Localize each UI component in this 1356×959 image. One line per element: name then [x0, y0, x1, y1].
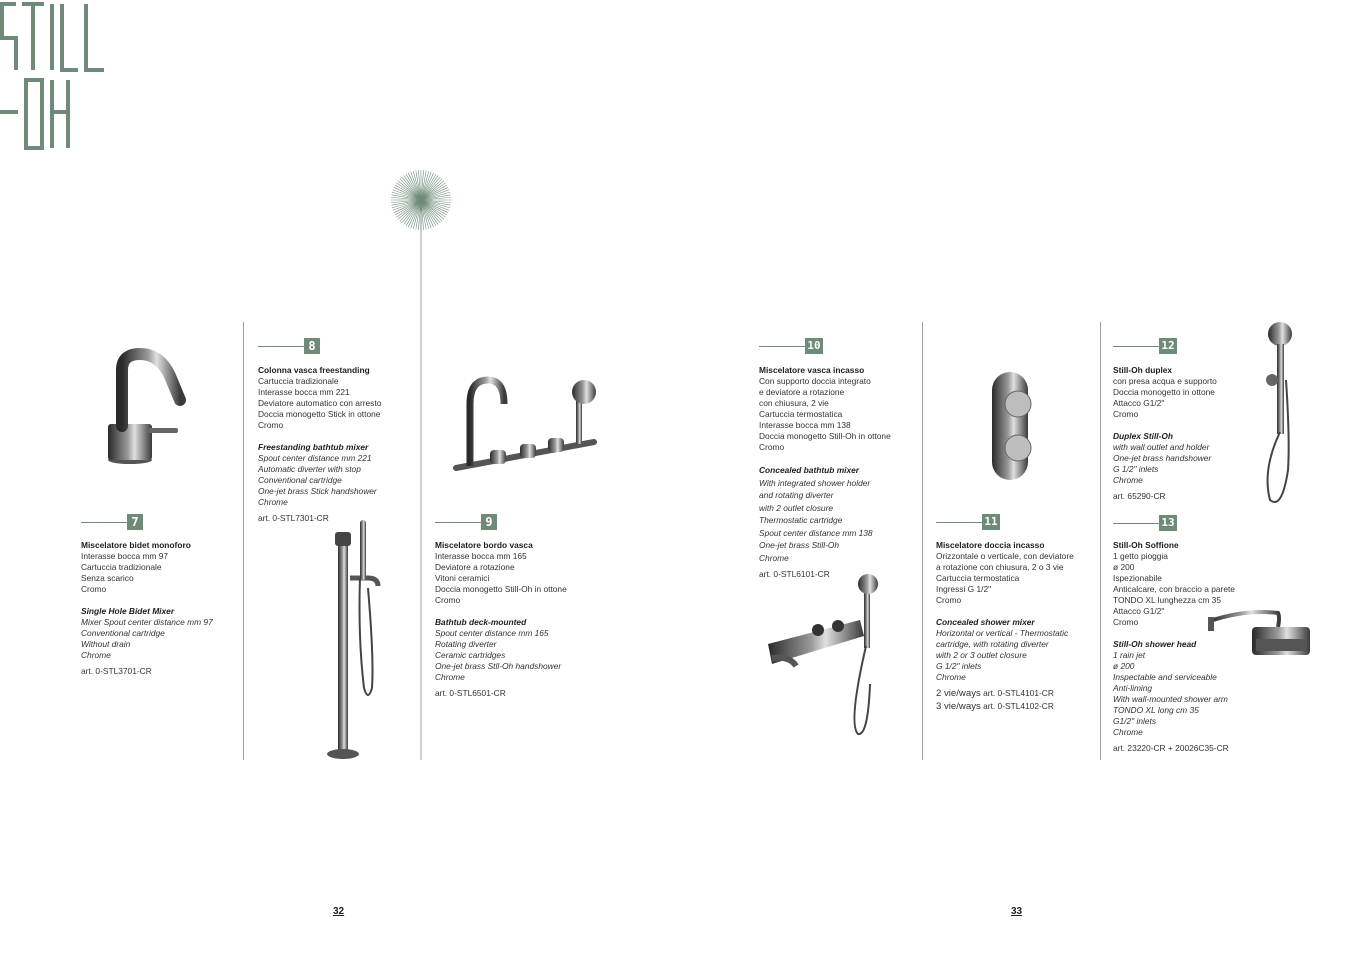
product-title: Colonna vasca freestanding [258, 365, 370, 375]
product-12-description: Still-Oh duplex con presa acqua e supporto Doccia monogetto in ottone Attacco G1/2" Cromo Duplex Still-Oh with wall outlet and holder One-jet brass handshower G 1/2" inlets Chrome art. 65290-CR [1113, 365, 1253, 502]
article-code-3-ways: 3 vie/ways art. 0-STL4102-CR [936, 700, 1054, 712]
concealed-bath-mixer-icon [762, 574, 882, 739]
article-code: art. 0-STL7301-CR [258, 513, 329, 523]
product-number-10: 10 [759, 338, 823, 354]
duplex-shower-icon [1260, 320, 1310, 510]
product-7-description: Miscelatore bidet monoforo Interasse bocca mm 97 Cartuccia tradizionale Senza scarico Cromo Single Hole Bidet Mixer Mixer Spout center distance mm 97 Conventional cartridge Without drain Chrome art. 0-STL3701-CR [81, 540, 241, 677]
product-13-description: Still-Oh Soffione 1 getto pioggia ø 200 Ispezionabile Anticalcare, con braccio a parete TONDO XL lunghezza cm 35 Attacco G1/2" Cromo Still-Oh shower head 1 rain jet ø 200 Inspectable and serviceable Anti-liming With wall-mounted shower arm TONDO XL long cm 35 G1/2" inlets Chrome art. 23220-CR + 20026C35-CR [1113, 540, 1263, 754]
article-code: art. 0-STL6101-CR [759, 569, 830, 579]
article-code: art. 0-STL6501-CR [435, 688, 506, 698]
product-title: Miscelatore vasca incasso [759, 365, 865, 375]
product-title: Miscelatore bidet monoforo [81, 540, 191, 550]
page-number-left: 32 [333, 906, 345, 917]
product-number-9: 9 [435, 514, 497, 530]
product-title: Miscelatore doccia incasso [936, 540, 1045, 550]
deck-mixer-icon [452, 376, 602, 476]
article-code: art. 0-STL3701-CR [81, 666, 152, 676]
product-number-8: 8 [258, 338, 320, 354]
concealed-shower-mixer-icon [988, 370, 1048, 485]
product-number-7: 7 [81, 514, 143, 530]
product-8-description: Colonna vasca freestanding Cartuccia tradizionale Interasse bocca mm 221 Deviatore automatico con arresto Doccia monogetto Stick in ottone Cromo Freestanding bathtub mixer Spout center distance mm 221 Automatic diverter with stop Conventional cartridge One-jet brass Stick handshower Chrome art. 0-STL7301-CR [258, 365, 418, 524]
product-title: Still-Oh duplex [1113, 365, 1173, 375]
product-title: Miscelatore bordo vasca [435, 540, 533, 550]
bidet-mixer-icon [104, 348, 194, 468]
freestanding-mixer-icon [328, 518, 388, 763]
divider-line [922, 322, 923, 760]
article-code: art. 65290-CR [1113, 491, 1166, 501]
article-code: art. 23220-CR + 20026C35-CR [1113, 743, 1229, 753]
divider-line [1100, 322, 1101, 760]
divider-line [243, 322, 244, 760]
product-number-11: 11 [936, 514, 1000, 530]
article-code-2-ways: 2 vie/ways art. 0-STL4101-CR [936, 688, 1054, 699]
product-9-description: Miscelatore bordo vasca Interasse bocca mm 165 Deviatore a rotazione Vitoni ceramici Doccia monogetto Still-Oh in ottone Cromo Bathtub deck-mounted Spout center distance mm 165 Rotating diverter Ceramic cartridges One-jet brass Stll-Oh handshower Chrome art. 0-STL6501-CR [435, 540, 605, 699]
page-number-right: 33 [1011, 906, 1023, 917]
product-title: Still-Oh Soffione [1113, 540, 1179, 550]
brand-logo [0, 0, 110, 155]
product-10-description: Miscelatore vasca incasso Con supporto doccia integrato e deviatore a rotazione con chiusura, 2 vie Cartuccia termostatica Interasse bocca mm 138 Doccia monogetto Still-Oh in ottone Cromo Concealed bathtub mixer With integrated shower holder and rotating diverter with 2 outlet closure Thermostatic cartridge Spout center distance mm 138 One-jet brass Still-Oh Chrome art. 0-STL6101-CR [759, 365, 919, 580]
product-number-12: 12 [1113, 338, 1177, 354]
product-number-13: 13 [1113, 515, 1177, 531]
product-11-description: Miscelatore doccia incasso Orizzontale o verticale, con deviatore a rotazione con chiusura, 2 o 3 vie Cartuccia termostatica Ingressi G 1/2" Cromo Concealed shower mixer Horizontal or vertical - Thermostatic cartridge, with rotating diverter with 2 or 3 outlet closure G 1/2" inlets Chrome 2 vie/ways art. 0-STL4101-CR 3 vie/ways art. 0-STL4102-CR [936, 540, 1098, 713]
